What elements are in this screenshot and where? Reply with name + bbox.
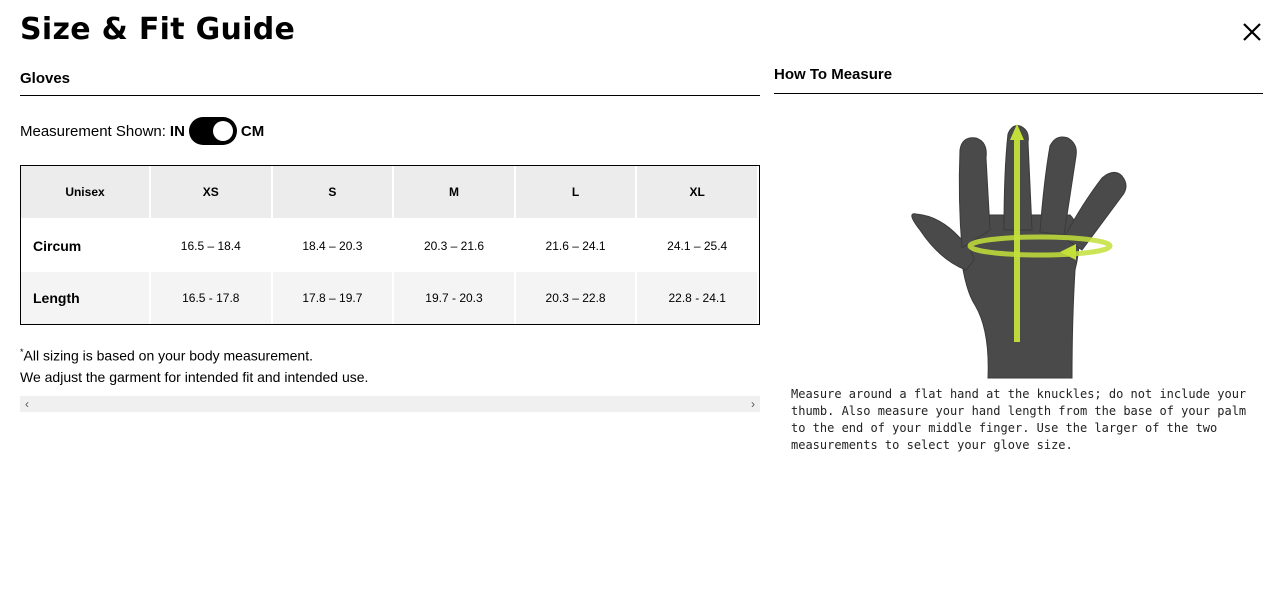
- header-l: L: [516, 166, 638, 220]
- scroll-left-icon[interactable]: ‹: [25, 397, 29, 411]
- table-cell: 20.3 – 21.6: [394, 220, 516, 272]
- how-to-measure-section: [774, 64, 1263, 94]
- header-xs: XS: [151, 166, 273, 220]
- toggle-knob: [213, 121, 233, 141]
- section-title-gloves: Gloves: [20, 66, 760, 96]
- table-cell: 20.3 – 22.8: [516, 272, 638, 324]
- section-title-how-to-measure: How To Measure: [774, 64, 1263, 94]
- row-label-length: Length: [21, 272, 151, 324]
- header-unisex: Unisex: [21, 166, 151, 220]
- table-cell: 18.4 – 20.3: [273, 220, 395, 272]
- size-table: [20, 165, 760, 325]
- table-cell: 21.6 – 24.1: [516, 220, 638, 272]
- unit-in-label[interactable]: IN: [169, 122, 185, 140]
- header-m: M: [394, 166, 516, 220]
- header-xl: XL: [637, 166, 759, 220]
- note-line-2: We adjust the garment for intended fit and intended use.: [20, 368, 369, 385]
- measurement-toggle-row: [20, 115, 760, 147]
- table-cell: 24.1 – 25.4: [637, 220, 759, 272]
- measurement-label: Measurement Shown:: [20, 122, 166, 140]
- table-header-row: [21, 166, 759, 220]
- scroll-right-icon[interactable]: ›: [751, 397, 755, 411]
- close-icon: [1240, 20, 1264, 44]
- table-cell: 16.5 – 18.4: [151, 220, 273, 272]
- note-line-1: All sizing is based on your body measurement.: [23, 347, 313, 364]
- table-cell: 16.5 - 17.8: [151, 272, 273, 324]
- modal-title: Size & Fit Guide: [20, 12, 296, 47]
- unit-cm-label[interactable]: CM: [240, 122, 265, 140]
- unit-toggle[interactable]: [189, 117, 237, 145]
- note-asterisk: *: [20, 347, 24, 357]
- measure-instructions: Measure around a flat hand at the knuckles; do not include your thumb. Also measure your hand length from the base of your palm to the end of your middle finger. Use the larger of the two measurements to select your glove size.: [791, 387, 1247, 452]
- sizing-note: [20, 342, 368, 388]
- horizontal-scrollbar[interactable]: [20, 396, 760, 412]
- close-button[interactable]: [1240, 20, 1264, 44]
- table-cell: 22.8 - 24.1: [637, 272, 759, 324]
- table-row: [21, 272, 759, 324]
- glove-measure-illustration: [900, 120, 1140, 387]
- table-cell: 19.7 - 20.3: [394, 272, 516, 324]
- size-chart-section: [20, 66, 760, 147]
- table-row: [21, 220, 759, 272]
- header-s: S: [273, 166, 395, 220]
- table-cell: 17.8 – 19.7: [273, 272, 395, 324]
- row-label-circum: Circum: [21, 220, 151, 272]
